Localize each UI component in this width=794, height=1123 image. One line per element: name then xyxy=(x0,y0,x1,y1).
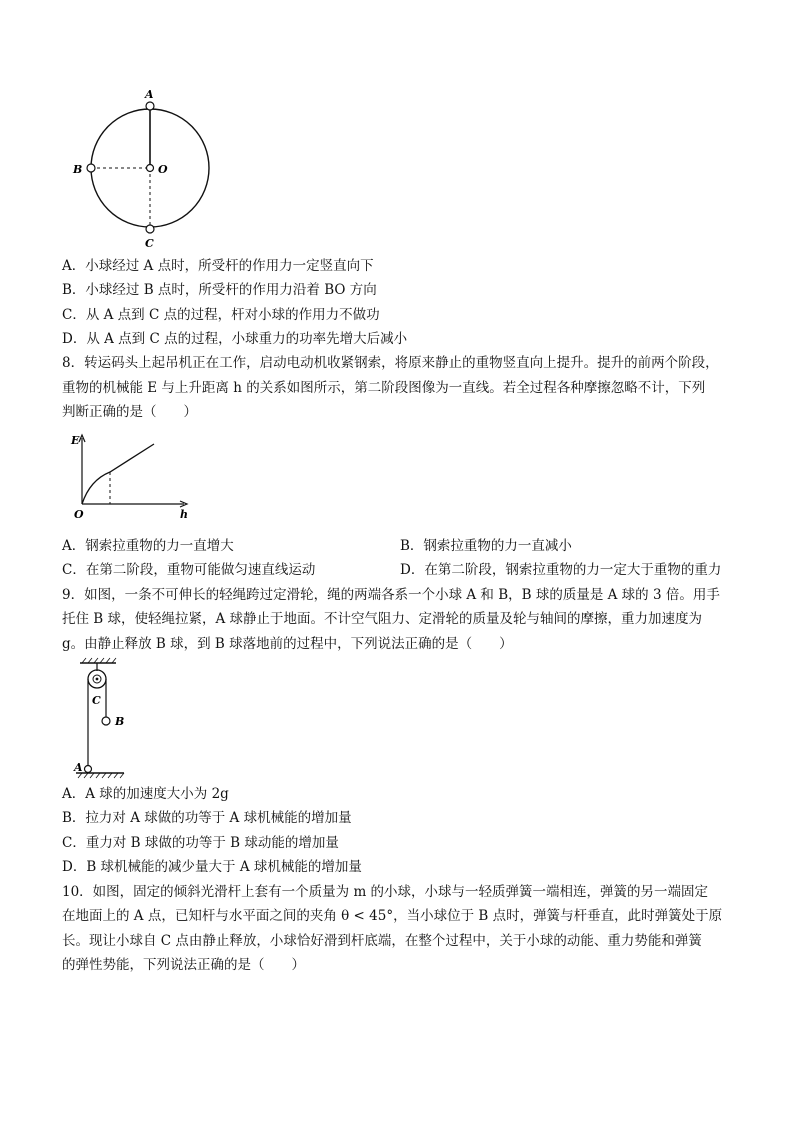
ball-c xyxy=(146,225,154,233)
pulley-axle xyxy=(96,678,99,681)
q8-energy-graph xyxy=(68,430,198,522)
q8-option-d: D．在第二阶段，钢索拉重物的力一定大于重物的重力 xyxy=(400,562,722,578)
axis-label-e: E xyxy=(71,434,80,447)
label-c: C xyxy=(92,694,101,707)
ball-b xyxy=(102,717,110,725)
ball-a xyxy=(85,766,92,773)
energy-curve xyxy=(82,444,154,504)
label-b: B xyxy=(73,163,83,176)
label-o: O xyxy=(158,163,168,176)
q8-stem-line-2: 重物的机械能 E 与上升距离 h 的关系如图所示，第二阶段图像为一直线。若全过程各种摩擦忽略不计，下列 xyxy=(62,380,706,396)
q9-option-b: B．拉力对 A 球做的功等于 A 球机械能的增加量 xyxy=(62,810,352,826)
q9-stem-line-1: 9．如图，一条不可伸长的轻绳跨过定滑轮，绳的两端各系一个小球 A 和 B，B 球的质量是 A 球的 3 倍。用手 xyxy=(62,587,720,603)
q7-option-d: D．从 A 点到 C 点的过程，小球重力的功率先增大后减小 xyxy=(62,331,408,347)
label-a: A xyxy=(145,88,154,101)
q10-stem-line-4: 的弹性势能，下列说法正确的是（ ） xyxy=(62,957,305,973)
q8-stem-line-3: 判断正确的是（ ） xyxy=(62,404,197,420)
q9-pulley-figure xyxy=(70,657,140,779)
pivot-o xyxy=(147,165,154,172)
q9-stem-line-2: 托住 B 球，使轻绳拉紧，A 球静止于地面。不计空气阻力、定滑轮的质量及轮与轴间的摩擦，重力加速度为 xyxy=(62,611,703,627)
q9-option-c: C．重力对 B 球做的功等于 B 球动能的增加量 xyxy=(62,835,339,851)
q7-circle-figure xyxy=(68,86,218,250)
q10-stem-line-3: 长。现让小球自 C 点由静止释放，小球恰好滑到杆底端，在整个过程中，关于小球的动能、重力势能和弹簧 xyxy=(62,933,702,949)
q7-option-c: C．从 A 点到 C 点的过程，杆对小球的作用力不做功 xyxy=(62,307,380,323)
q10-stem-line-1: 10．如图，固定的倾斜光滑杆上套有一个质量为 m 的小球，小球与一轻质弹簧一端相连，弹簧的另一端固定 xyxy=(62,884,709,900)
q9-stem-line-3: g。由静止释放 B 球，到 B 球落地前的过程中，下列说法正确的是（ ） xyxy=(62,636,513,652)
q8-option-c: C．在第二阶段，重物可能做匀速直线运动 xyxy=(62,562,316,578)
q10-stem-line-2: 在地面上的 A 点，已知杆与水平面之间的夹角 θ < 45°，当小球位于 B 点时，弹簧与杆垂直，此时弹簧处于原 xyxy=(62,908,723,924)
q8-option-b: B．钢索拉重物的力一直减小 xyxy=(400,538,572,554)
q9-option-a: A．A 球的加速度大小为 2g xyxy=(62,786,229,802)
q9-option-d: D．B 球机械能的减少量大于 A 球机械能的增加量 xyxy=(62,859,362,875)
label-b: B xyxy=(115,715,125,728)
q7-option-b: B．小球经过 B 点时，所受杆的作用力沿着 BO 方向 xyxy=(62,282,377,298)
ball-b xyxy=(87,164,95,172)
axis-label-origin: O xyxy=(74,508,84,521)
q7-option-a: A．小球经过 A 点时，所受杆的作用力一定竖直向下 xyxy=(62,258,374,274)
q8-option-a: A．钢索拉重物的力一直增大 xyxy=(62,538,234,554)
ball-a xyxy=(146,102,154,110)
axis-label-h: h xyxy=(180,508,188,521)
q8-stem-line-1: 8．转运码头上起吊机正在工作，启动电动机收紧钢索，将原来静止的重物竖直向上提升。提升的前两个阶段， xyxy=(62,355,719,371)
label-c: C xyxy=(145,237,154,250)
label-a: A xyxy=(74,761,83,774)
